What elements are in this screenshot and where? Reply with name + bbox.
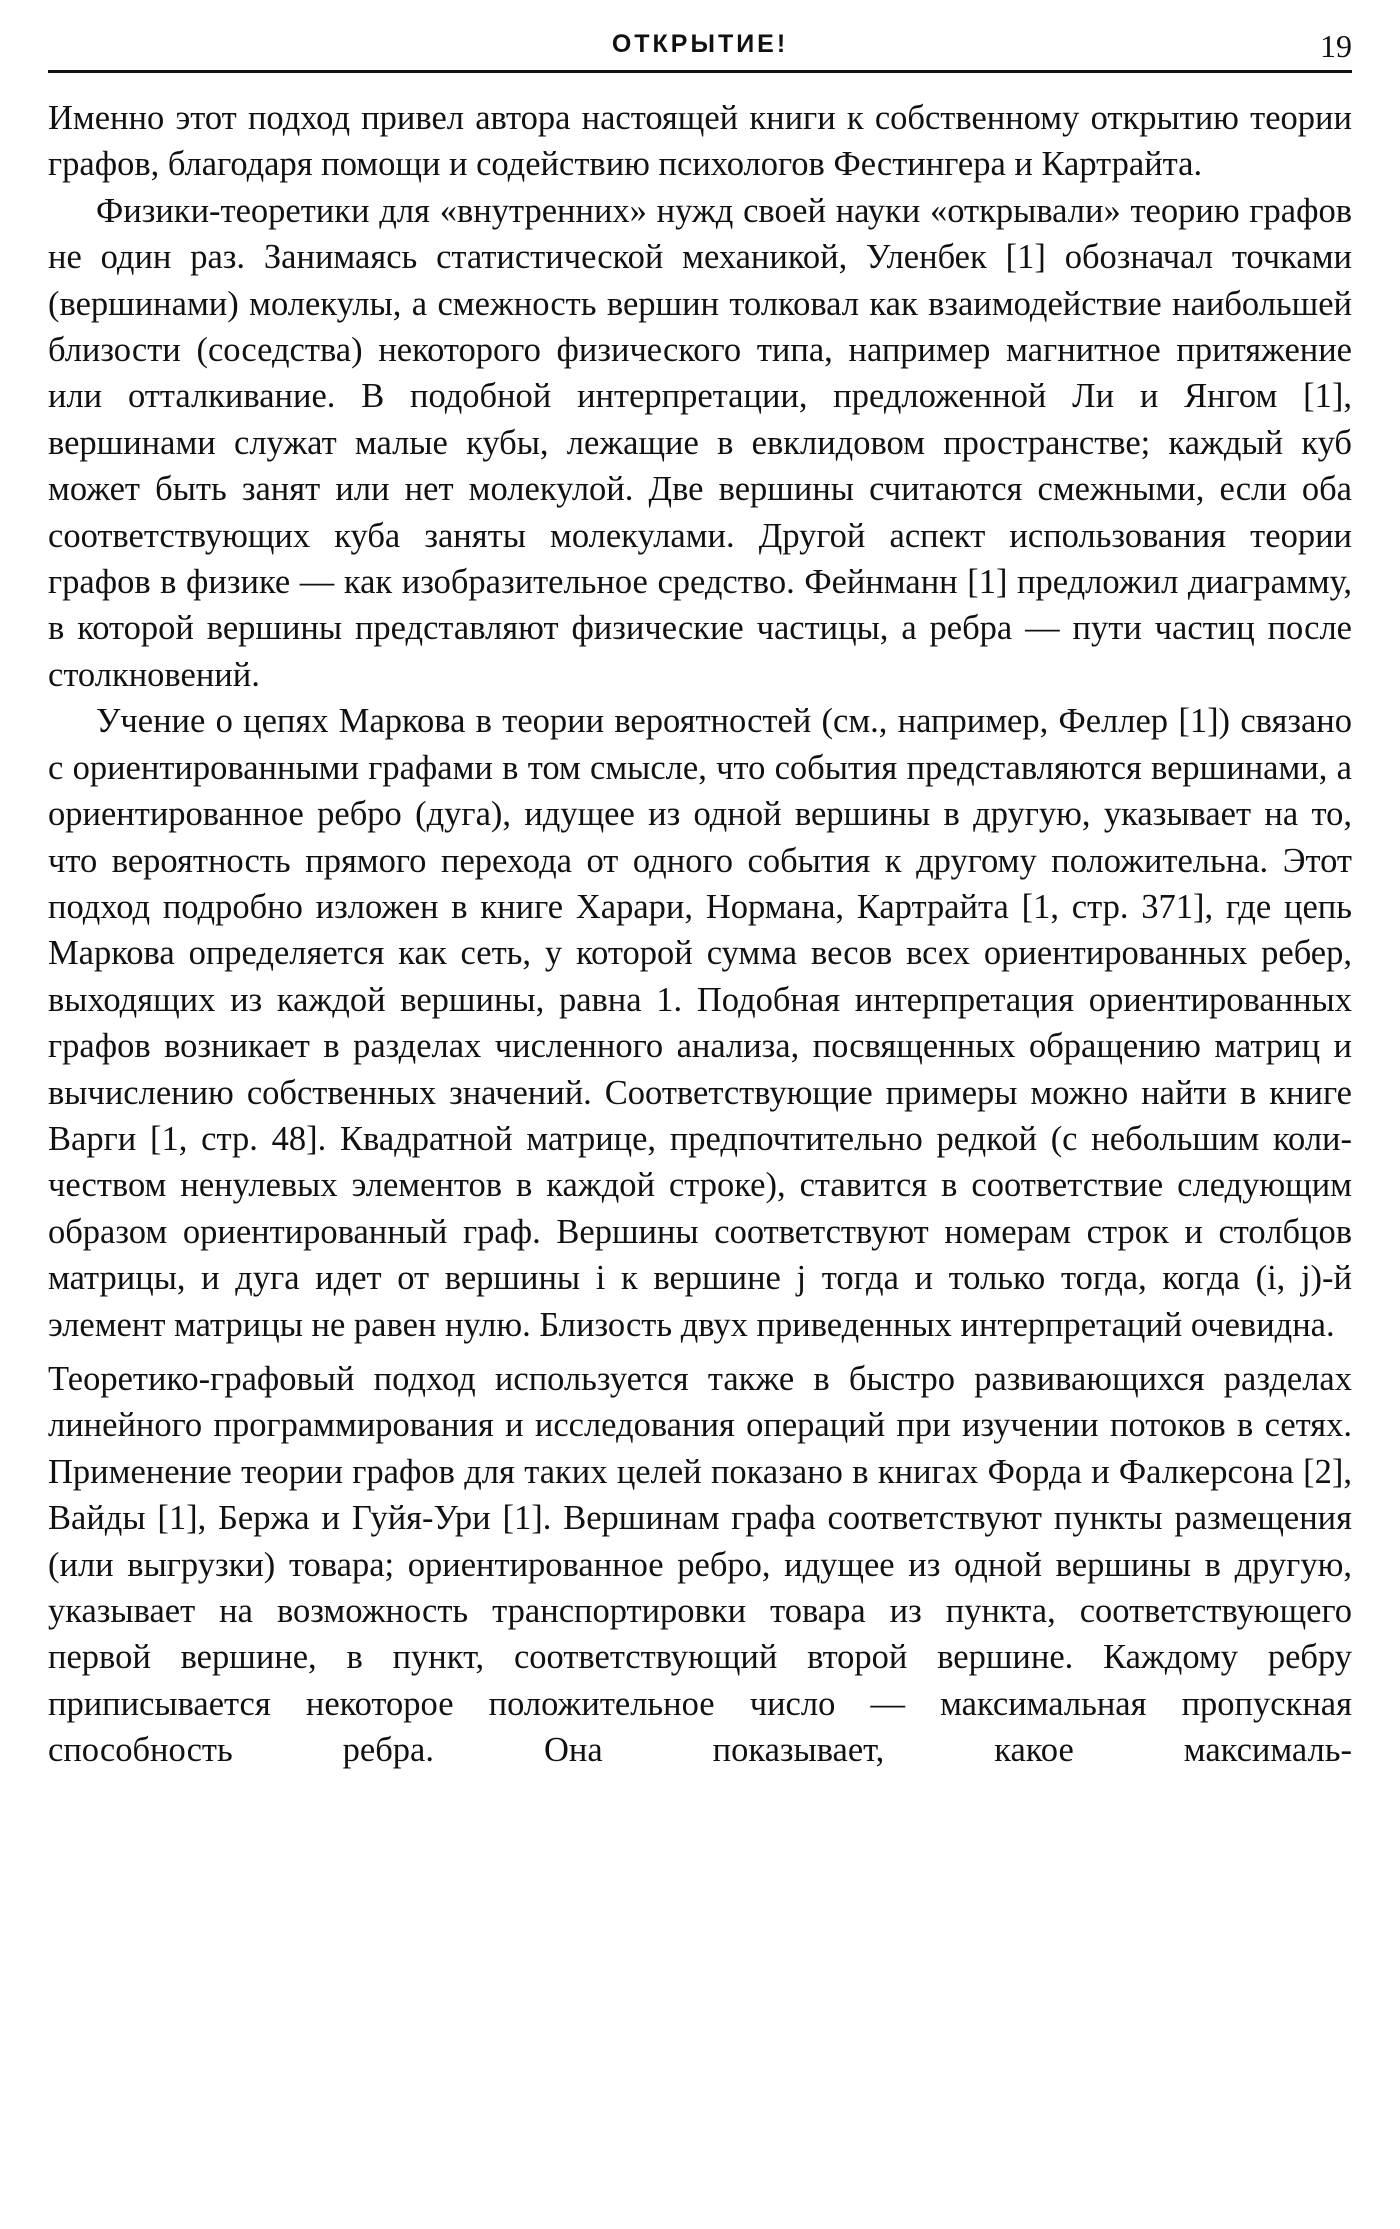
- paragraph-4: Теоретико-графовый подход используется также в быстро развивающихся разделах линейного программирования и исследования операций при изучении потоков в сетях. Применение теории графов для таких целей показано в книгах Форда и Фалкерсона [2], Вайды [1], Бержа и Гуйя-Ури [1]. Вершинам графа соответствуют пункты размещения (или выгрузки) товара; ориентированное ребро, идущее из одной вершины в другую, указывает на возможность транспортировки товара из пункта, соответствующего первой вершине, в пункт, соответствующий второй вершине. Каждому ребру приписывается некоторое положительное число — максимальная пропускная способность ребра. Она показывает, какое максималь-: [48, 1359, 1352, 1770]
- body-text: [48, 95, 1352, 1774]
- running-title: ОТКРЫТИЕ!: [611, 30, 789, 58]
- paragraph-2: Физики-теоретики для «внутренних» нужд своей науки «открывали» теорию графов не один раз. Занимаясь статистической механикой, Уленбек [1] обозначал точками (вершинами) молекулы, а смежность вершин толковал как взаимодействие наибольшей близости (соседства) некоторого физического типа, например магнитное притяжение или отталкивание. В подобной интерпретации, предложенной Ли и Янгом [1], вершинами служат малые кубы, лежащие в евклидовом пространстве; каждый куб может быть занят или нет молекулой. Две вершины считаются смежными, если оба соответствующих куба заняты молекулами. Другой аспект использования теории графов в физике — как изобразительное средство. Фейнманн [1] предложил диаграмму, в которой вершины представляют физические частицы, а ребра — пути частиц после столкновений.: [48, 191, 1352, 694]
- paragraph-3: Учение о цепях Маркова в теории вероятностей (см., например, Феллер [1]) связано с ориентированными графами в том смысле, что события представляются вершинами, а ориентированное ребро (дуга), идущее из одной вершины в другую, указывает на то, что вероятность прямого перехода от одного события к другому положительна. Этот подход подробно изложен в книге Харари, Нормана, Картрайта [1, стр. 371], где цепь Маркова определяется как сеть, у которой сумма весов всех ориентированных ребер, выходящих из каждой вершины, равна 1. Подобная интерпретация ориентированных графов возникает в разделах численного анализа, посвященных обращению матриц и вычислению собственных значений. Соответствующие примеры можно найти в книге Варги [1, стр. 48]. Квадратной матрице, предпочтительно редкой (с небольшим количеством ненулевых элементов в каждой строке), ставится в соответствие следующим образом ориентированный граф. Вершины соответствуют номерам строк и столбцов матрицы, и дуга идет от вершины i к вершине j тогда и только тогда, когда (i, j)-й элемент матрицы не равен нулю. Близость двух приведенных интерпретаций очевидна.: [48, 702, 1352, 1344]
- page-number: 19: [1320, 28, 1352, 64]
- running-head: [48, 22, 1352, 73]
- paragraph-1: Именно этот подход привел автора настоящей книги к собственному открытию теории графов, благодаря помощи и содействию психологов Фестингера и Картрайта.: [48, 99, 1352, 184]
- document-page: [48, 22, 1352, 2212]
